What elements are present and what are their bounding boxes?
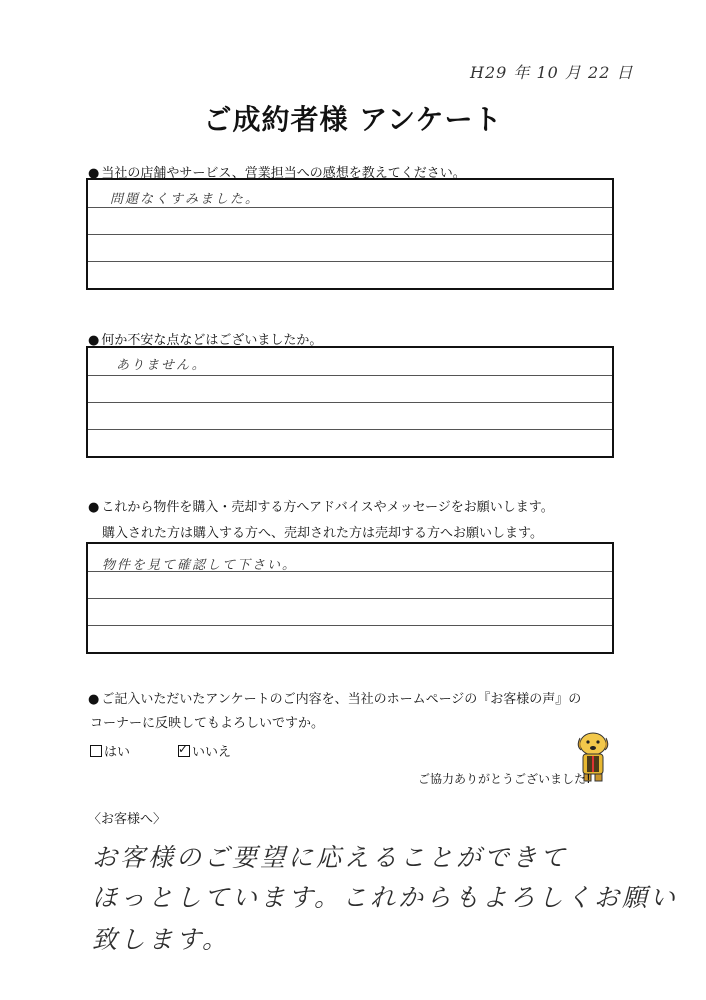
checkbox-unchecked-icon[interactable]	[90, 745, 102, 757]
customer-section-label: 〈お客様へ〉	[88, 812, 167, 827]
option-yes[interactable]	[90, 741, 130, 760]
customer-message-line-1: お客様のご要望に応えることができて	[92, 843, 569, 872]
ruled-line	[88, 261, 612, 262]
page-title: ご成約者様 アンケート	[203, 103, 503, 136]
checkbox-checked-icon[interactable]	[178, 745, 190, 757]
customer-message-line-3: 致します。	[92, 925, 231, 954]
ruled-line	[88, 625, 612, 626]
option-no-label: いいえ	[192, 745, 232, 760]
answer-box-1	[86, 178, 614, 290]
ruled-line	[88, 598, 612, 599]
ruled-line	[88, 429, 612, 430]
question-3-line-2: 購入された方は購入する方へ、売却された方は売却する方へお願いします。	[102, 526, 543, 541]
ruled-line	[88, 402, 612, 403]
question-4-line-2: コーナーに反映してもよろしいですか。	[90, 716, 325, 731]
ruled-line	[88, 375, 612, 376]
answer-box-3	[86, 542, 614, 654]
answer-box-2	[86, 346, 614, 458]
question-3-line-1: ● これから物件を購入・売却する方へアドバイスやメッセージをお願いします。	[88, 496, 554, 515]
answer-3-text: 物件を見て確認して下さい。	[102, 558, 298, 573]
ruled-line	[88, 207, 612, 208]
customer-message-line-2: ほっとしています。これからもよろしくお願い	[92, 883, 679, 912]
option-yes-label: はい	[104, 745, 131, 760]
survey-date: H29 年 10 月 22 日	[470, 63, 634, 82]
ruled-line	[88, 234, 612, 235]
option-no[interactable]	[178, 741, 231, 760]
question-2: ● 何か不安な点などはございましたか。	[88, 329, 322, 348]
thanks-message: ご協力ありがとうございました!	[418, 772, 591, 786]
answer-2-text: ありません。	[116, 358, 207, 373]
answer-1-text: 問題なくすみました。	[110, 192, 261, 207]
question-1: ● 当社の店舗やサービス、営業担当への感想を教えてください。	[88, 162, 466, 181]
question-4-line-1: ● ご記入いただいたアンケートのご内容を、当社のホームページの『お客様の声』の	[88, 688, 581, 707]
